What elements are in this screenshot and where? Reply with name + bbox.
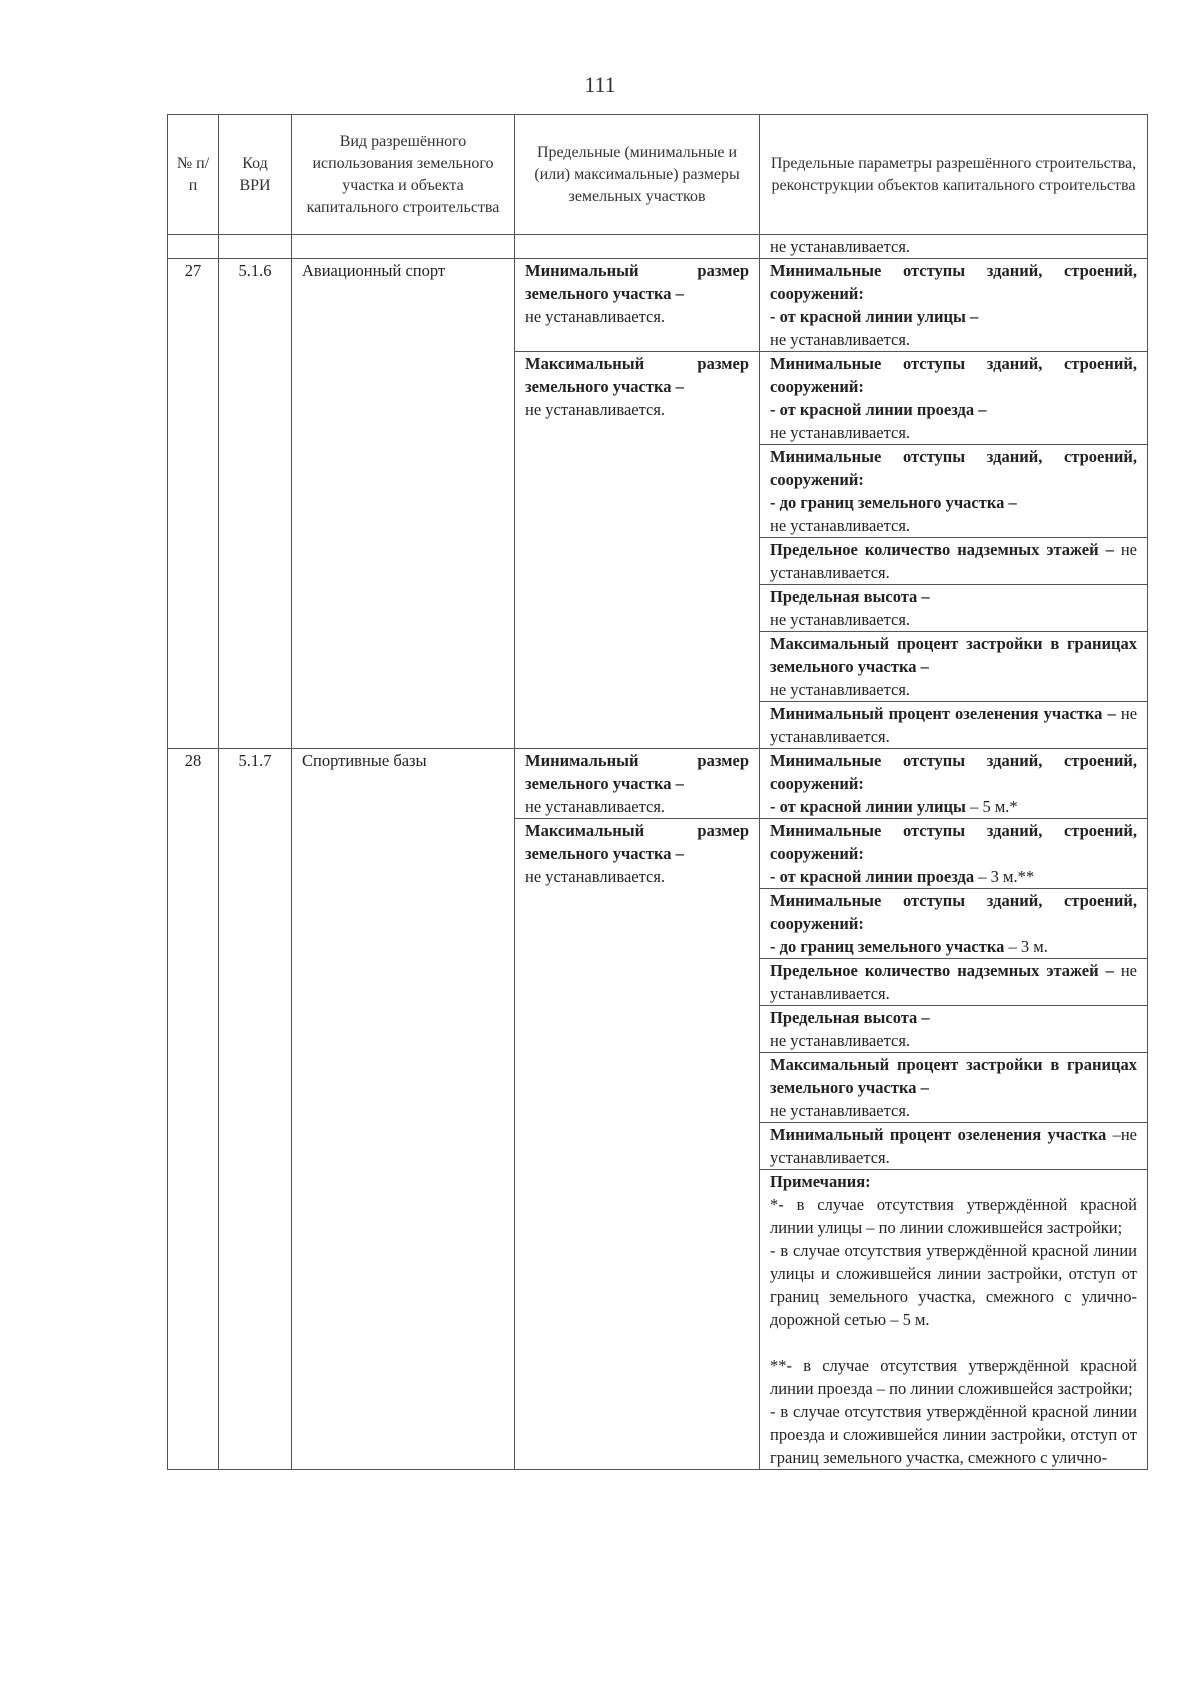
param-cell — [760, 1053, 1148, 1123]
param-title: Минимальные отступы зданий, строений, сооружений: — [770, 891, 1137, 933]
param-cell — [760, 819, 1148, 889]
note-paragraph: - в случае отсутствия утверждённой красной линии проезда и сложившейся линии застройки, отступ от границ земельного участка, смежного с улично- — [770, 1402, 1137, 1467]
param-title: Предельная высота – — [770, 1008, 930, 1027]
param-value: не устанавливается. — [770, 704, 1138, 746]
continuation-text: не устанавливается. — [760, 235, 1148, 259]
max-size-title: Максимальный размер земельного участка – — [525, 354, 749, 396]
param-value: не устанавливается. — [770, 961, 1137, 1003]
row-number: 27 — [168, 259, 219, 749]
param-title: Минимальные отступы зданий, строений, сооружений: — [770, 821, 1137, 863]
param-value: не устанавливается. — [770, 1031, 911, 1050]
row-code: 5.1.6 — [219, 259, 292, 749]
param-cell — [760, 1006, 1148, 1053]
param-value: – 3 м.** — [978, 867, 1035, 886]
header-sizes: Предельные (минимальные и (или) максимальные) размеры земельных участков — [515, 115, 760, 235]
max-size-value: не устанавливается. — [525, 400, 666, 419]
param-sub: - до границ земельного участка — [770, 937, 1005, 956]
param-value: не устанавливается. — [770, 516, 911, 535]
note-paragraph: - в случае отсутствия утверждённой красной линии улицы и сложившейся линии застройки, отступ от границ земельного участка, смежного с улично-дорожной сетью – 5 м. — [770, 1241, 1137, 1329]
row-use: Авиационный спорт — [292, 259, 515, 749]
note-paragraph: *- в случае отсутствия утверждённой красной линии улицы – по линии сложившейся застройки; — [770, 1195, 1137, 1237]
param-sub: - от красной линии улицы – — [770, 307, 979, 326]
param-title: Минимальный процент озеленения участка – — [770, 704, 1116, 723]
notes-cell — [760, 1170, 1148, 1470]
header-params: Предельные параметры разрешённого строительства, реконструкции объектов капитального строительства — [760, 115, 1148, 235]
param-cell — [760, 889, 1148, 959]
param-value: не устанавливается. — [770, 1101, 911, 1120]
table-row — [168, 259, 1148, 352]
param-cell — [760, 632, 1148, 702]
param-title: Предельное количество надземных этажей – — [770, 540, 1114, 559]
header-code: Код ВРИ — [219, 115, 292, 235]
min-size-cell — [515, 259, 760, 352]
param-cell — [760, 1123, 1148, 1170]
param-value: не устанавливается. — [770, 423, 911, 442]
continuation-row — [168, 235, 1148, 259]
min-size-cell — [515, 749, 760, 819]
max-size-cell — [515, 819, 760, 1470]
param-sub: - от красной линии проезда — [770, 867, 975, 886]
header-use: Вид разрешённого использования земельного участка и объекта капитального строительства — [292, 115, 515, 235]
param-value: не устанавливается. — [770, 610, 911, 629]
table-header-row — [168, 115, 1148, 235]
param-cell — [760, 445, 1148, 538]
min-size-value: не устанавливается. — [525, 797, 666, 816]
row-number: 28 — [168, 749, 219, 1470]
notes-title: Примечания: — [770, 1172, 871, 1191]
param-cell — [760, 959, 1148, 1006]
param-sub: - от красной линии улицы — [770, 797, 966, 816]
table-row — [168, 749, 1148, 819]
param-title: Минимальные отступы зданий, строений, сооружений: — [770, 261, 1137, 303]
param-sub: - до границ земельного участка – — [770, 493, 1017, 512]
param-title: Минимальные отступы зданий, строений, сооружений: — [770, 447, 1137, 489]
param-cell — [760, 702, 1148, 749]
param-value: – 5 м.* — [970, 797, 1018, 816]
note-paragraph: **- в случае отсутствия утверждённой красной линии проезда – по линии сложившейся застройки; — [770, 1356, 1137, 1398]
param-cell — [760, 585, 1148, 632]
min-size-value: не устанавливается. — [525, 307, 666, 326]
row-use: Спортивные базы — [292, 749, 515, 1470]
param-cell — [760, 749, 1148, 819]
param-value: –не устанавливается. — [770, 1125, 1137, 1167]
page-number: 111 — [584, 72, 616, 97]
param-title: Максимальный процент застройки в границах земельного участка – — [770, 634, 1137, 676]
param-cell — [760, 259, 1148, 352]
max-size-cell — [515, 352, 760, 749]
param-sub: - от красной линии проезда – — [770, 400, 987, 419]
param-cell — [760, 538, 1148, 585]
param-value: не устанавливается. — [770, 680, 911, 699]
param-title: Предельная высота – — [770, 587, 930, 606]
param-title: Предельное количество надземных этажей – — [770, 961, 1114, 980]
min-size-title: Минимальный размер земельного участка – — [525, 261, 749, 303]
max-size-value: не устанавливается. — [525, 867, 666, 886]
param-title: Минимальные отступы зданий, строений, сооружений: — [770, 354, 1137, 396]
param-cell — [760, 352, 1148, 445]
param-title: Максимальный процент застройки в границах земельного участка – — [770, 1055, 1137, 1097]
max-size-title: Максимальный размер земельного участка – — [525, 821, 749, 863]
param-value: – 3 м. — [1008, 937, 1048, 956]
param-value: не устанавливается. — [770, 330, 911, 349]
param-title: Минимальные отступы зданий, строений, сооружений: — [770, 751, 1137, 793]
regulations-table — [167, 114, 1148, 1470]
param-value: не устанавливается. — [770, 540, 1137, 582]
param-title: Минимальный процент озеленения участка — [770, 1125, 1107, 1144]
row-code: 5.1.7 — [219, 749, 292, 1470]
min-size-title: Минимальный размер земельного участка – — [525, 751, 749, 793]
header-num: № п/п — [168, 115, 219, 235]
